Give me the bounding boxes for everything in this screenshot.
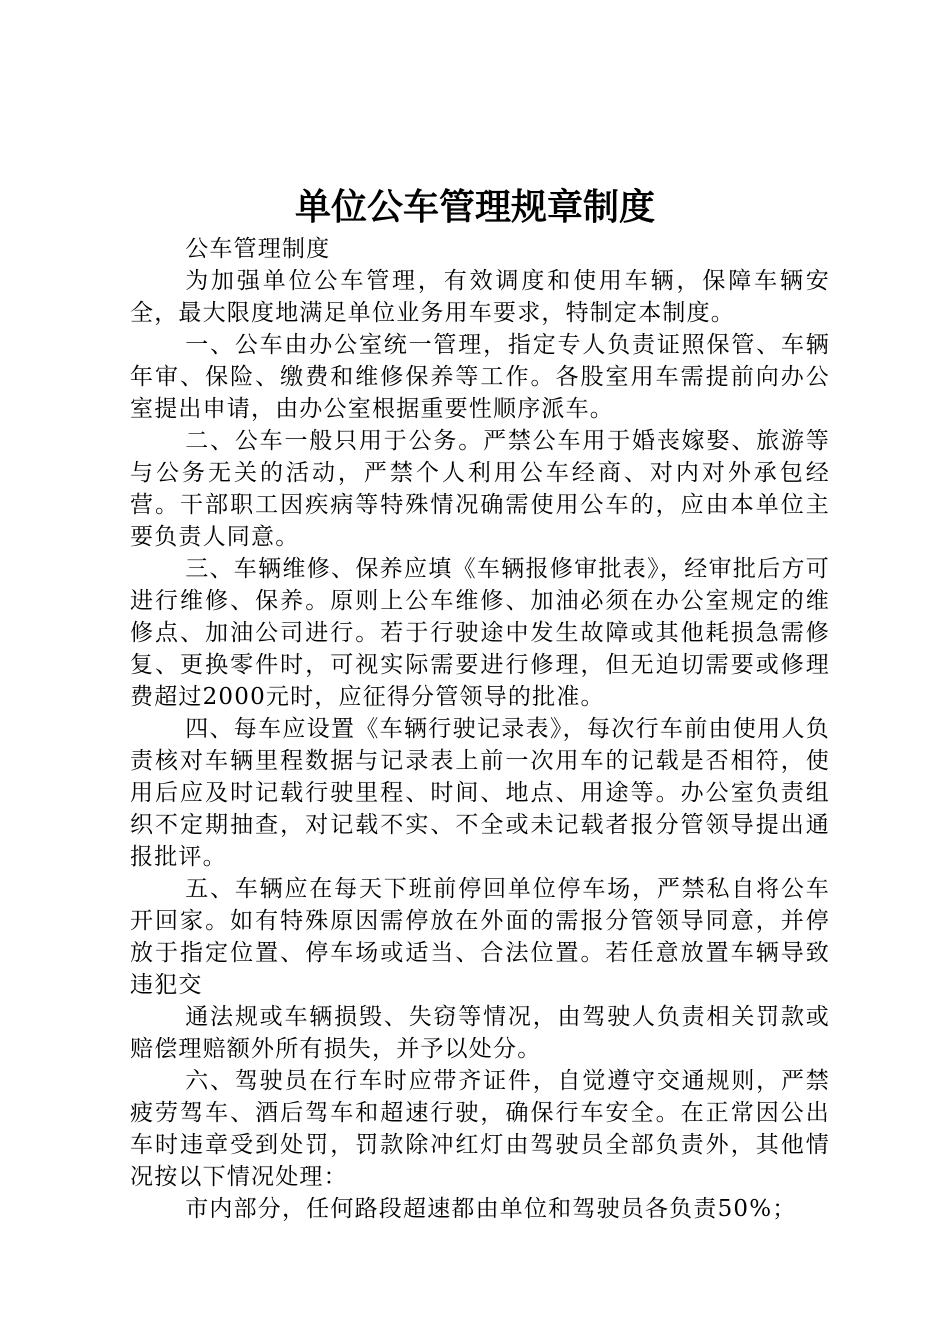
- paragraph-clause-6: 六、驾驶员在行车时应带齐证件，自觉遵守交通规则，严禁疲劳驾车、酒后驾车和超速行驶，确保行车安全。在正常因公出车时违章受到处罚，罚款除冲红灯由驾驶员全部负责外，其他情况按以下情况处理：: [130, 1068, 830, 1190]
- document-body: [130, 233, 830, 1225]
- document-title: 单位公车管理规章制度: [294, 186, 655, 228]
- paragraph-subtitle: 公车管理制度: [185, 236, 331, 262]
- paragraph-clause-2: 二、公车一般只用于公务。严禁公车用于婚丧嫁娶、旅游等与公务无关的活动，严禁个人利用公车经商、对内对外承包经营。干部职工因疾病等特殊情况确需使用公车的，应由本单位主要负责人同意。: [130, 428, 830, 550]
- paragraph-clause-1: 一、公车由办公室统一管理，指定专人负责证照保管、车辆年审、保险、缴费和维修保养等工作。各股室用车需提前向办公室提出申请，由办公室根据重要性顺序派车。: [130, 332, 830, 422]
- paragraph-intro: 为加强单位公车管理，有效调度和使用车辆，保障车辆安全，最大限度地满足单位业务用车要求，特制定本制度。: [130, 268, 830, 326]
- paragraph-city-rule: 市内部分，任何路段超速都由单位和驾驶员各负责50%；: [185, 1196, 797, 1222]
- paragraph-clause-5-continued: 通法规或车辆损毁、失窃等情况，由驾驶人负责相关罚款或赔偿理赔额外所有损失，并予以处分。: [130, 1004, 830, 1062]
- paragraph-clause-3: 三、车辆维修、保养应填《车辆报修审批表》，经审批后方可进行维修、保养。原则上公车维修、加油必须在办公室规定的维修点、加油公司进行。若于行驶途中发生故障或其他耗损急需修复、更换零件时，可视实际需要进行修理，但无迫切需要或修理费超过2000元时，应征得分管领导的批准。: [130, 556, 830, 710]
- paragraph-clause-5: 五、车辆应在每天下班前停回单位停车场，严禁私自将公车开回家。如有特殊原因需停放在外面的需报分管领导同意，并停放于指定位置、停车场或适当、合法位置。若任意放置车辆导致违犯交: [130, 876, 830, 998]
- paragraph-clause-4: 四、每车应设置《车辆行驶记录表》，每次行车前由使用人负责核对车辆里程数据与记录表上前一次用车的记载是否相符，使用后应及时记载行驶里程、时间、地点、用途等。办公室负责组织不定期抽查，对记载不实、不全或未记载者报分管领导提出通报批评。: [130, 716, 830, 870]
